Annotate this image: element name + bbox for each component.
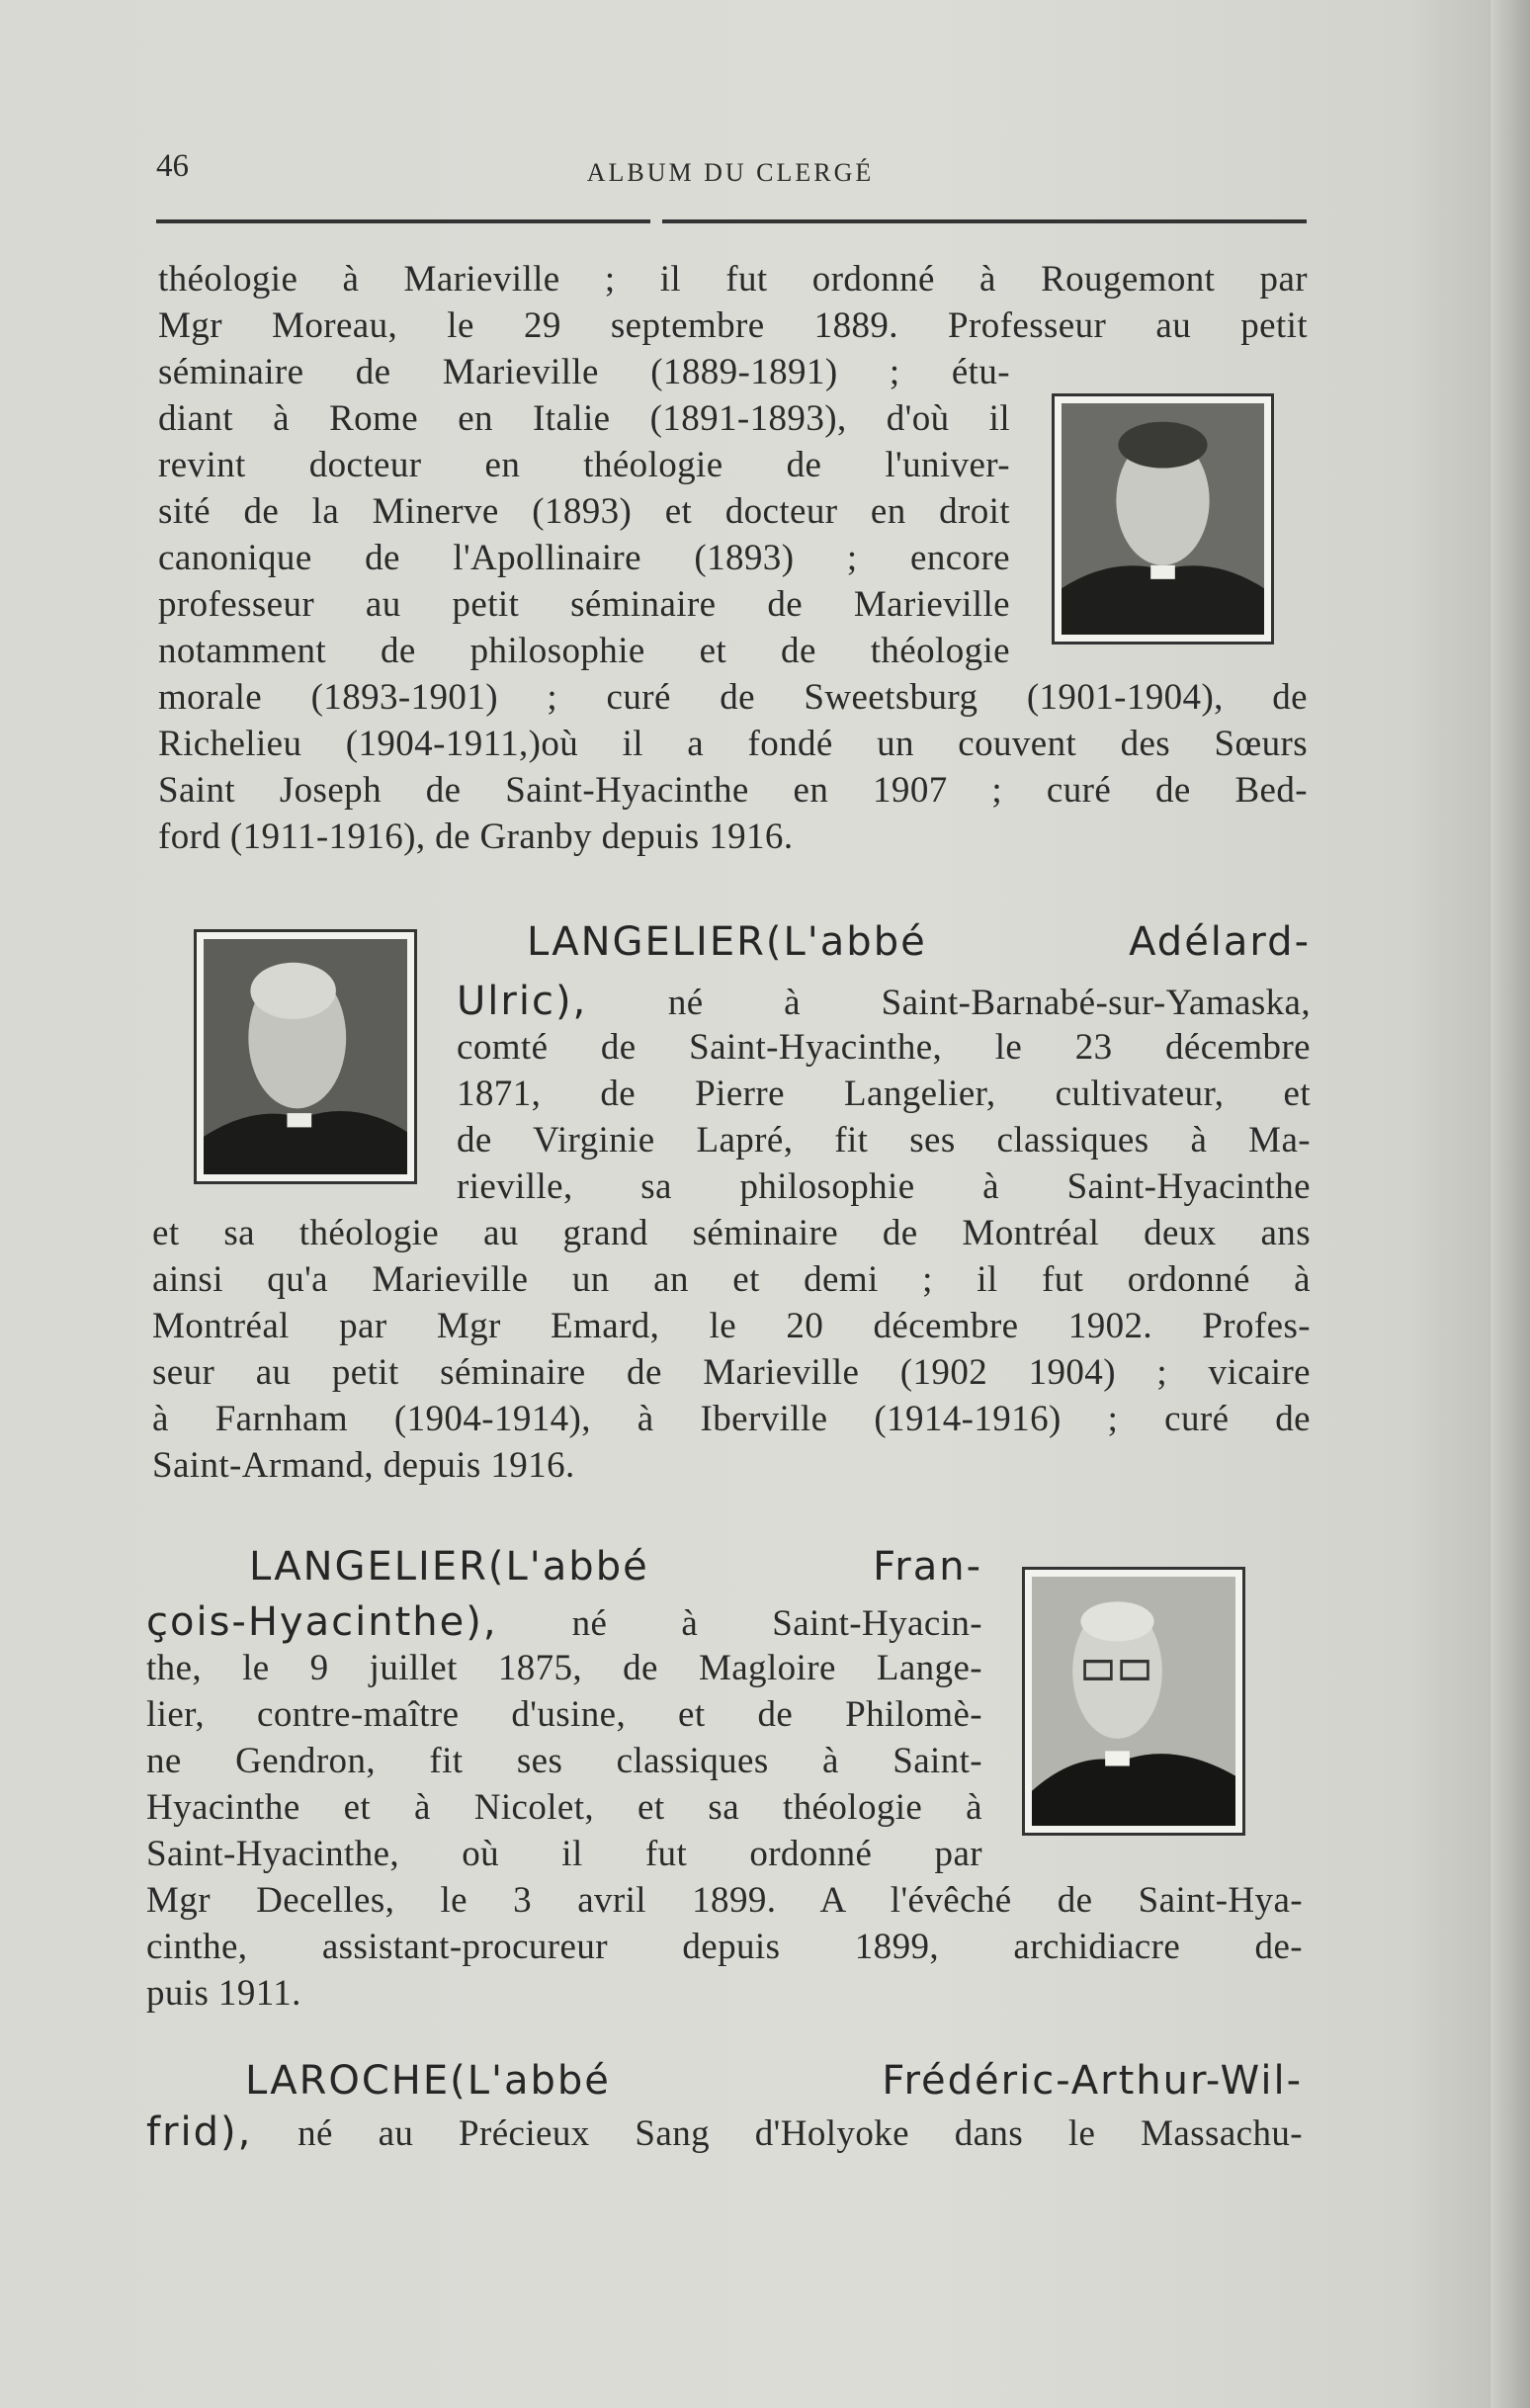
- text-span: né à Saint-Hyacin-: [497, 1603, 982, 1644]
- text-line: Richelieu (1904-1911,)où il a fondé un couvent des Sœurs: [158, 724, 1308, 764]
- portrait-photo: [1052, 393, 1274, 645]
- header-rule-right: [662, 219, 1307, 223]
- text-line: diant à Rome en Italie (1891-1893), d'où il: [158, 398, 1010, 439]
- text-line: professeur au petit séminaire de Marieville: [158, 584, 1010, 625]
- entry-name: LANGELIER: [249, 1544, 488, 1590]
- entry-name: LANGELIER: [527, 919, 766, 965]
- text-line: revint docteur en théologie de l'univer-: [158, 445, 1010, 485]
- text-line: [457, 979, 1311, 1026]
- entry-name-rest: (L'abbé Frédéric-Arthur-Wil-: [450, 2058, 1303, 2104]
- text-line: Montréal par Mgr Emard, le 20 décembre 1902. Profes-: [152, 1306, 1311, 1346]
- text-line: séminaire de Marieville (1889-1891) ; étu-: [158, 352, 1010, 392]
- entry-name-rest: (L'abbé Adélard-: [765, 919, 1311, 965]
- page-edge-shadow: [1490, 0, 1530, 2408]
- text-line: théologie à Marieville ; il fut ordonné à Rougemont par: [158, 259, 1308, 300]
- text-line: ford (1911-1916), de Granby depuis 1916.: [158, 817, 794, 857]
- text-line: 1871, de Pierre Langelier, cultivateur, et: [457, 1074, 1311, 1114]
- text-line: Mgr Moreau, le 29 septembre 1889. Professeur au petit: [158, 305, 1308, 346]
- text-line: canonique de l'Apollinaire (1893) ; encore: [158, 538, 1010, 578]
- text-line: à Farnham (1904-1914), à Iberville (1914-1916) ; curé de: [152, 1399, 1311, 1439]
- page-number: 46: [156, 148, 189, 184]
- text-line: sité de la Minerve (1893) et docteur en droit: [158, 491, 1010, 532]
- text-line: cinthe, assistant-procureur depuis 1899, archidiacre de-: [146, 1927, 1303, 1967]
- entry-name-rest: (L'abbé Fran-: [487, 1544, 982, 1590]
- text-line: Hyacinthe et à Nicolet, et sa théologie à: [146, 1787, 982, 1828]
- text-line: the, le 9 juillet 1875, de Magloire Lange-: [146, 1648, 982, 1688]
- text-line: comté de Saint-Hyacinthe, le 23 décembre: [457, 1027, 1311, 1068]
- text-line: [146, 2109, 1303, 2157]
- text-line: [146, 1599, 982, 1647]
- text-line: Saint-Armand, depuis 1916.: [152, 1445, 575, 1486]
- text-line: ainsi qu'a Marieville un an et demi ; il fut ordonné à: [152, 1259, 1311, 1300]
- text-line: seur au petit séminaire de Marieville (1902 1904) ; vicaire: [152, 1352, 1311, 1393]
- text-line: Saint-Hyacinthe, où il fut ordonné par: [146, 1834, 982, 1874]
- running-title: ALBUM DU CLERGÉ: [586, 158, 875, 187]
- text-line: puis 1911.: [146, 1973, 301, 2014]
- text-span: né à Saint-Barnabé-sur-Yamaska,: [587, 983, 1311, 1023]
- entry-name: LAROCHE: [245, 2058, 451, 2104]
- text-line: de Virginie Lapré, fit ses classiques à Ma-: [457, 1120, 1311, 1161]
- portrait-photo: [1022, 1567, 1245, 1836]
- text-line: morale (1893-1901) ; curé de Sweetsburg (1901-1904), de: [158, 677, 1308, 718]
- page-header: [156, 148, 1305, 198]
- entry-heading-line: [245, 2058, 1303, 2106]
- text-line: rieville, sa philosophie à Saint-Hyacinthe: [457, 1166, 1311, 1207]
- text-line: ne Gendron, fit ses classiques à Saint-: [146, 1741, 982, 1781]
- text-line: Mgr Decelles, le 3 avril 1899. A l'évêché de Saint-Hya-: [146, 1880, 1303, 1921]
- entry-name-rest: çois-Hyacinthe),: [146, 1599, 498, 1645]
- entry-name-rest: frid),: [146, 2109, 253, 2155]
- text-line: lier, contre-maître d'usine, et de Philomè-: [146, 1694, 982, 1735]
- header-rule-left: [156, 219, 650, 223]
- entry-heading-line: [249, 1544, 982, 1591]
- text-line: et sa théologie au grand séminaire de Montréal deux ans: [152, 1213, 1311, 1253]
- portrait-photo: [194, 929, 417, 1184]
- text-line: notamment de philosophie et de théologie: [158, 631, 1010, 671]
- entry-heading-line: [527, 919, 1311, 967]
- text-span: né au Précieux Sang d'Holyoke dans le Massachu-: [252, 2113, 1303, 2154]
- entry-name-rest: Ulric),: [457, 979, 588, 1024]
- text-line: Saint Joseph de Saint-Hyacinthe en 1907 ; curé de Bed-: [158, 770, 1308, 811]
